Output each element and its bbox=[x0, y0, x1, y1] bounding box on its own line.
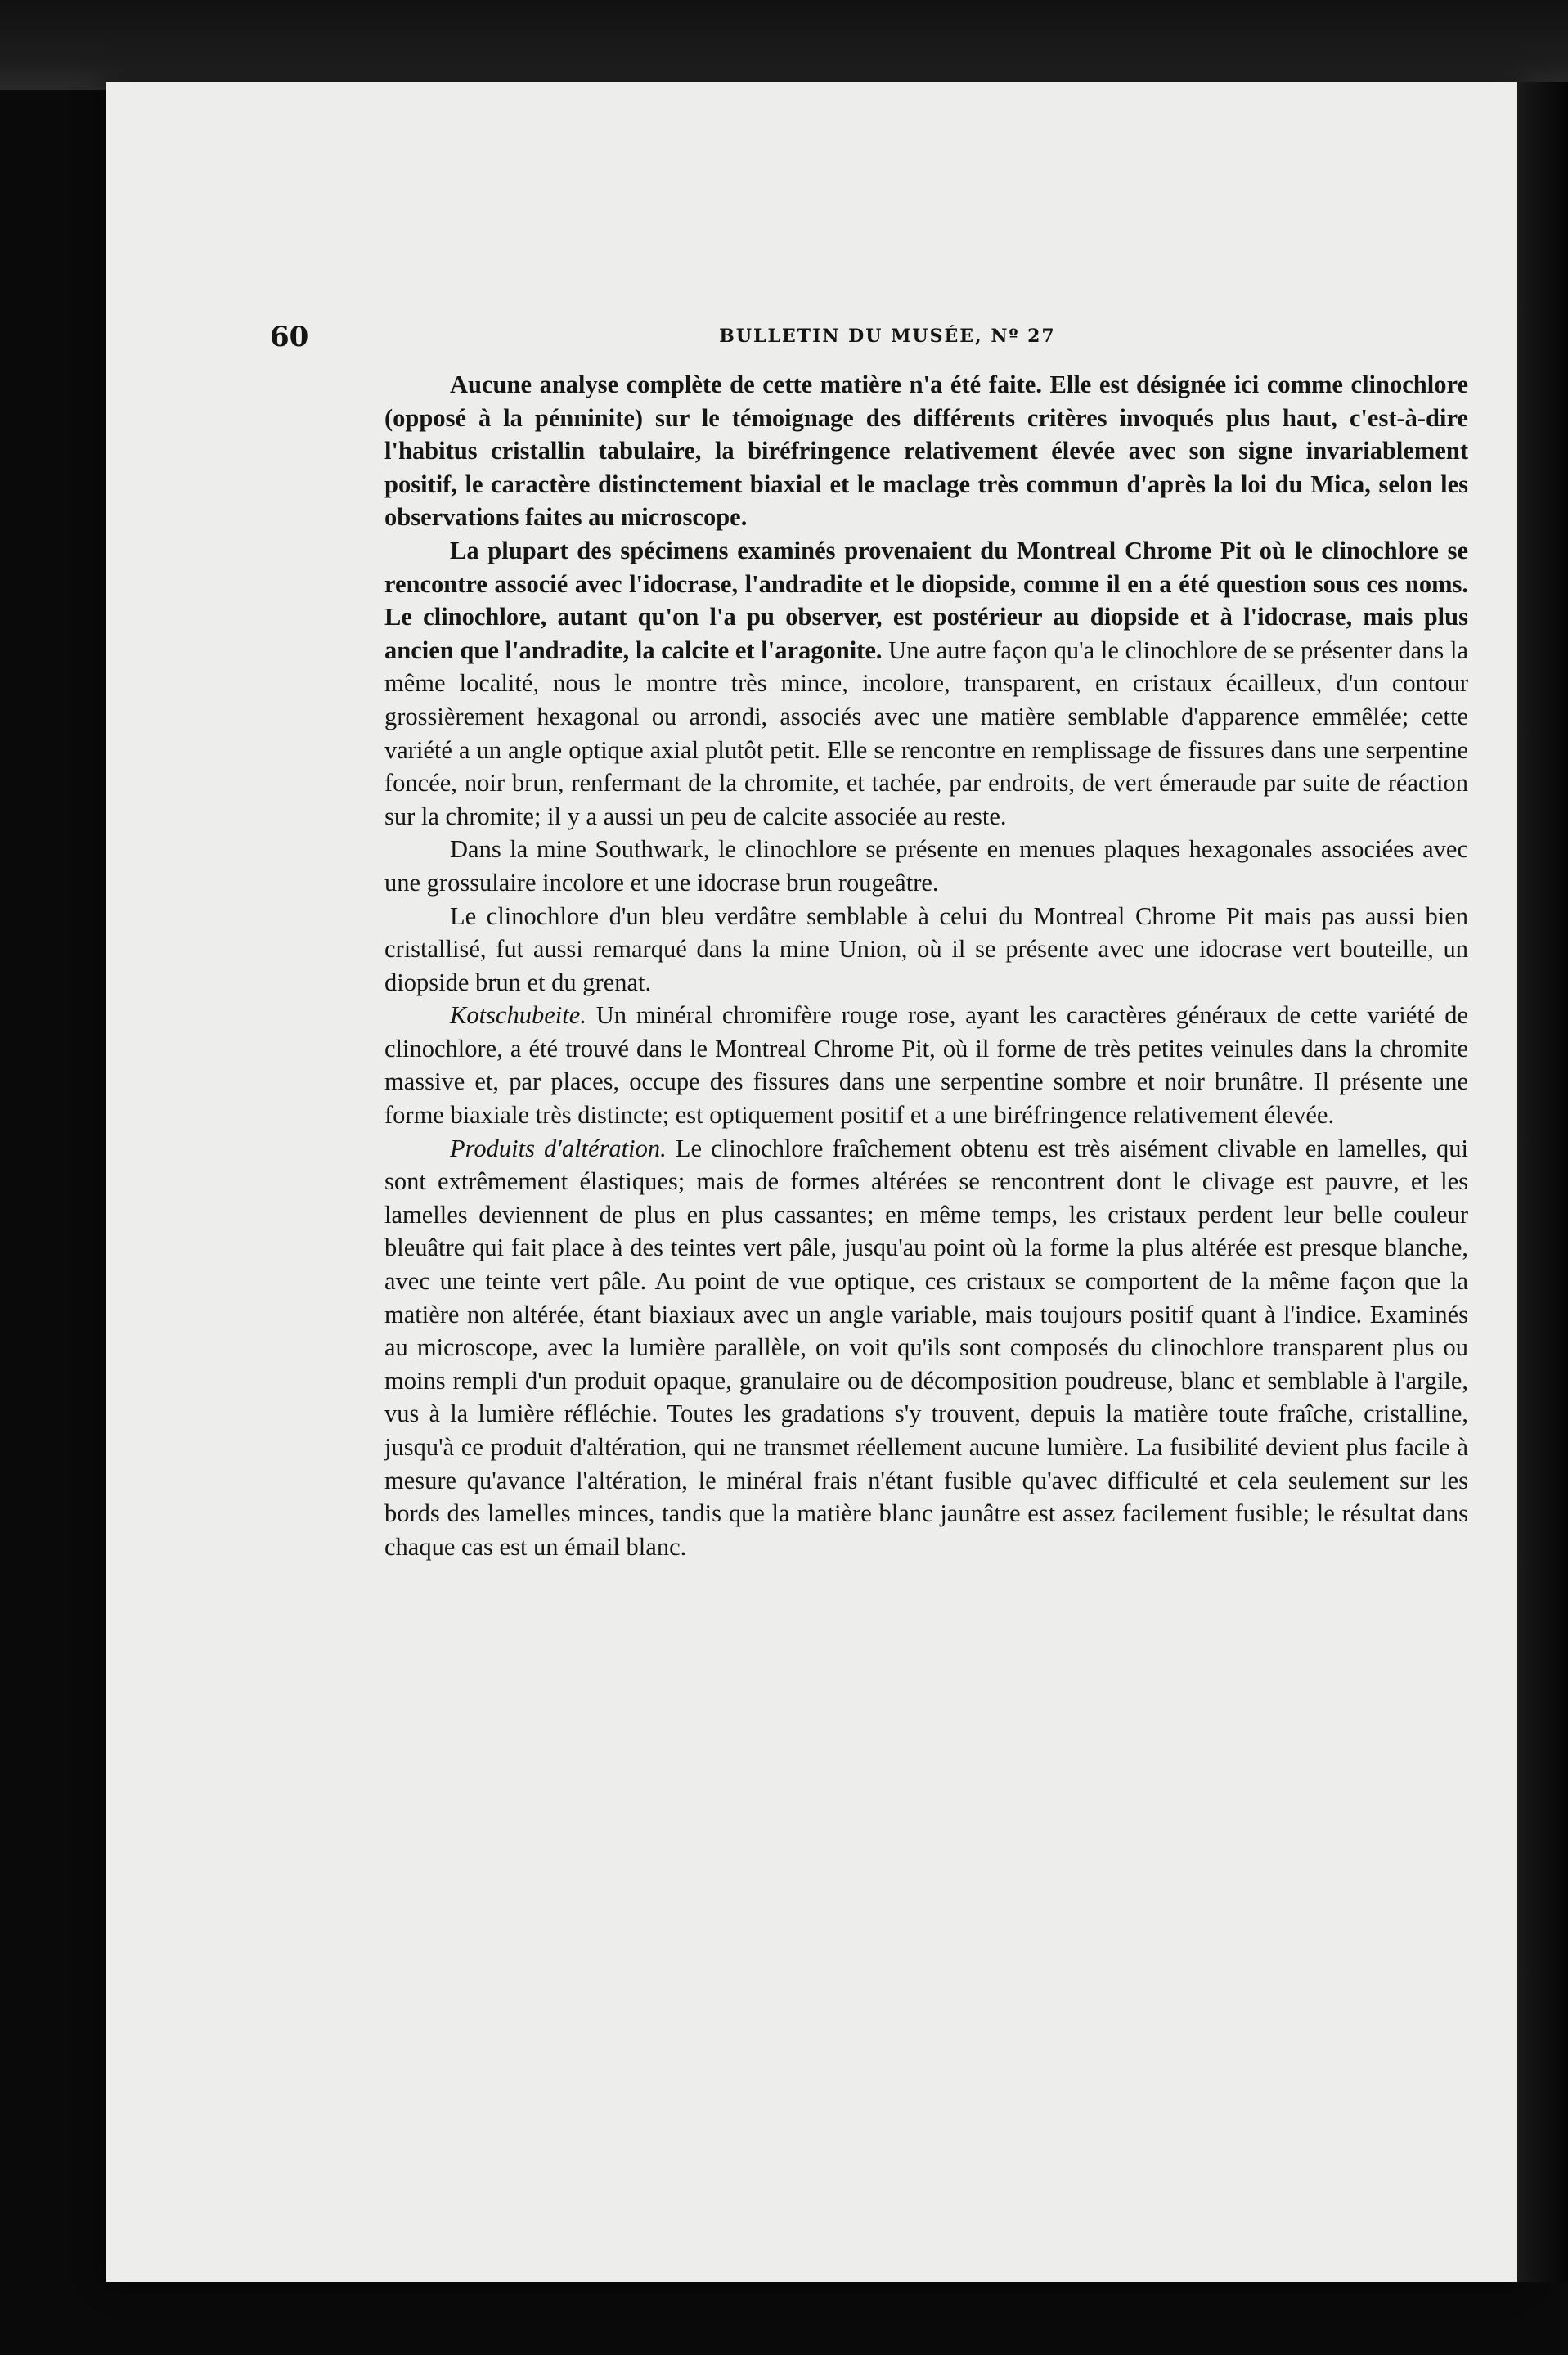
paragraph-bold-text: La plupart des spécimens examinés provenaient du Montreal Chrome Pit où le clinochlore se rencontre associé avec l'idocrase, l'andradite et le diopside, comme il en a été question sous ces noms. Le clinochlore, autant qu'on l'a pu observer, est postérieur au diopside et à l'idocrase, mais plus ancien que l'andradite, la calcite et l'aragonite. bbox=[384, 536, 1468, 664]
paragraph-text: Dans la mine Southwark, le clinochlore se présente en menues plaques hexagonales associées avec une grossulaire incolore et une idocrase brun rougeâtre. bbox=[384, 835, 1468, 897]
page-number: 60 bbox=[270, 321, 309, 353]
paragraph-text: Le clinochlore fraîchement obtenu est très aisément clivable en lamelles, qui sont extrêmement élastiques; mais de formes altérées se rencontrent dont le clivage est pauvre, et les lamelles deviennent de plus en plus cassantes; en même temps, les cristaux perdent leur belle couleur bleuâtre qui fait place à des teintes vert pâle, jusqu'au point où la forme la plus altérée est presque blanche, avec une teinte vert pâle. Au point de vue optique, ces cristaux se comportent de la même façon que la matière non altérée, étant biaxiaux avec un angle variable, mais toujours positif quant à l'indice. Examinés au microscope, avec la lumière parallèle, on voit qu'ils sont composés du clinochlore transparent plus ou moins rempli d'un produit opaque, granulaire ou de décomposition poudreuse, blanc et semblable à l'argile, vus à la lumière réfléchie. Toutes les gradations s'y trouvent, depuis la matière toute fraîche, cristalline, jusqu'à ce produit d'altération, qui ne transmet réellement aucune lumière. La fusibilité devient plus facile à mesure qu'avance l'altération, le minéral frais n'étant fusible qu'avec difficulté et cela seulement sur les bords des lamelles minces, tandis que la matière blanc jaunâtre est assez facilement fusible; le résultat dans chaque cas est un émail blanc. bbox=[384, 1134, 1468, 1561]
page-edge-shadow bbox=[1517, 82, 1568, 2282]
paragraph-text: Une autre façon qu'a le clinochlore de se présenter dans la même localité, nous le montre très mince, incolore, transparent, en cristaux écailleux, d'un contour grossièrement hexagonal ou arrondi, associés avec une matière semblable d'apparence emmêlée; cette variété a un angle optique axial plutôt petit. Elle se rencontre en remplissage de fissures dans une serpentine foncée, noir brun, renfermant de la chromite, et tachée, par endroits, de vert émeraude par suite de réaction sur la chromite; il y a aussi un peu de calcite associée au reste. bbox=[384, 636, 1468, 830]
paragraph-specimens bbox=[384, 534, 1468, 833]
paragraph-union-mine bbox=[384, 900, 1468, 1000]
running-head: BULLETIN DU MUSÉE, Nº 27 bbox=[719, 326, 1056, 347]
paragraph-kotschubeite bbox=[384, 999, 1468, 1131]
scan-background bbox=[0, 0, 1568, 90]
page-header bbox=[270, 321, 1472, 362]
paragraph-alteration-products bbox=[384, 1132, 1468, 1564]
paragraph-analysis bbox=[384, 368, 1468, 534]
paragraph-italic-heading: Produits d'altération. bbox=[450, 1134, 667, 1162]
paragraph-bold-text: Aucune analyse complète de cette matière n'a été faite. Elle est désignée ici comme clinochlore (opposé à la pénninite) sur le témoignage des différents critères invoqués plus haut, c'est-à-dire l'habitus cristallin tabulaire, la biréfringence relativement élevée avec son signe invariablement positif, le caractère distinctement biaxial et le maclage très commun d'après la loi du Mica, selon les observations faites au microscope. bbox=[384, 371, 1468, 532]
paragraph-southwark bbox=[384, 833, 1468, 899]
paragraph-text: Un minéral chromifère rouge rose, ayant les caractères généraux de cette variété de clinochlore, a été trouvé dans le Montreal Chrome Pit, où il forme de très petites veinules dans la chromite massive et, par places, occupe des fissures dans une serpentine sombre et noir brunâtre. Il présente une forme biaxiale très distincte; est optiquement positif et a une biréfringence relativement élevée. bbox=[384, 1001, 1468, 1130]
paragraph-text: Le clinochlore d'un bleu verdâtre semblable à celui du Montreal Chrome Pit mais pas aussi bien cristallisé, fut aussi remarqué dans la mine Union, où il se présente avec une idocrase vert bouteille, un diopside brun et du grenat. bbox=[384, 901, 1468, 996]
body-text bbox=[384, 368, 1468, 1563]
paragraph-italic-heading: Kotschubeite. bbox=[450, 1001, 586, 1030]
